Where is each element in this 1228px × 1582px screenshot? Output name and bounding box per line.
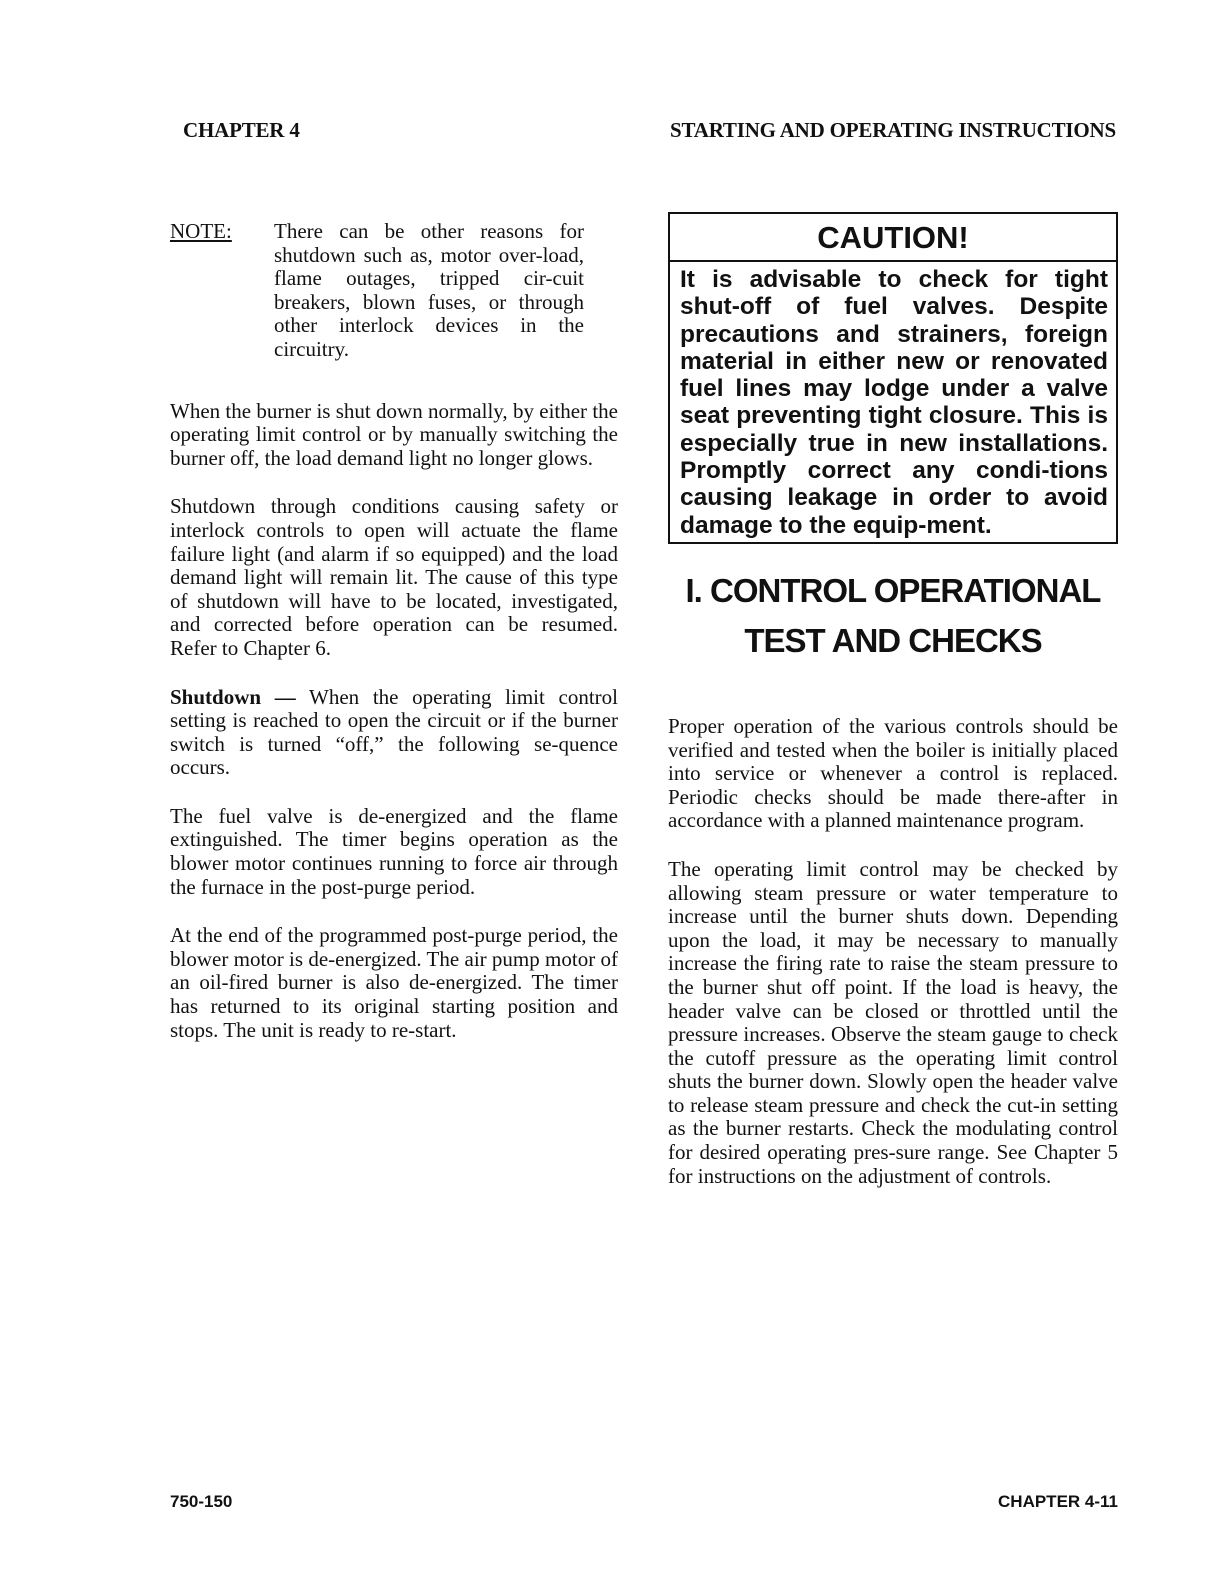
paragraph-restart: At the end of the programmed post-purge period, the blower motor is de-energized. The air pump motor of an oil-fired burner is also de-energized. The timer has returned to its original starting position and stops. The unit is ready to re-start. <box>170 923 618 1042</box>
paragraph-limit-control-check: The operating limit control may be checked by allowing steam pressure or water temperature to increase until the burner shuts down. Depending upon the load, it may be necessary to manually increase the firing rate to raise the steam pressure to the burner shut off point. If the load is heavy, the header valve can be closed or throttled until the pressure increases. Observe the steam gauge to check the cutoff pressure as the operating limit control shuts the burner down. Slowly open the header valve to release steam pressure and check the cut-in setting as the burner restarts. Check the modulating control for desired operating pres-sure range. See Chapter 5 for instructions on the adjustment of controls. <box>668 856 1118 1188</box>
footer-page-number: CHAPTER 4-11 <box>998 1492 1118 1511</box>
caution-text: It is advisable to check for tight shut-off of fuel valves. Despite precautions and strainers, foreign material in either new or renovated fuel lines may lodge under a valve seat preventing tight closure. This is especially true in new installations. Promptly correct any condi-tions causing leakage in order to avoid damage to the equip-ment. <box>680 266 1108 539</box>
paragraph-post-purge: The fuel valve is de-energized and the flame extinguished. The timer begins operation as the blower motor continues running to force air through the furnace in the post-purge period. <box>170 803 618 899</box>
shutdown-sequence-text: When the operating limit control setting is reached to open the circuit or if the burner switch is turned “off,” the following se-quence occurs. <box>170 684 618 780</box>
note-block <box>170 220 618 362</box>
paragraph-shutdown-sequence <box>170 686 618 780</box>
right-column <box>668 212 1118 1213</box>
section-title-line-2: TEST AND CHECKS <box>744 621 1042 659</box>
paragraph-normal-shutdown: When the burner is shut down normally, by either the operating limit control or by manually switching the burner off, the load demand light no longer glows. <box>170 398 618 470</box>
note-label: NOTE: <box>170 219 232 243</box>
section-title-line-1: I. CONTROL OPERATIONAL <box>685 571 1101 609</box>
paragraph-control-verification: Proper operation of the various controls should be verified and tested when the boiler is initially placed into service or whenever a control is replaced. Periodic checks should be made there-after in accordance with a planned maintenance program. <box>668 713 1118 833</box>
shutdown-run-in-heading: Shutdown — <box>170 684 296 709</box>
header-title: STARTING AND OPERATING INSTRUCTIONS <box>670 118 1116 142</box>
header-chapter: CHAPTER 4 <box>183 118 300 142</box>
caution-box <box>668 212 1118 544</box>
caution-title: CAUTION! <box>670 214 1116 262</box>
footer-doc-number: 750-150 <box>170 1492 233 1511</box>
section-title <box>668 566 1118 666</box>
paragraph-safety-shutdown: Shutdown through conditions causing safety or interlock controls to open will actuate the flame failure light (and alarm if so equipped) and the load demand light will remain lit. The cause of this type of shutdown will have to be located, investigated, and corrected before operation can be resumed. Refer to Chapter 6. <box>170 494 618 660</box>
left-column <box>170 220 618 1067</box>
note-text: There can be other reasons for shutdown such as, motor over-load, flame outages, tripped cir-cuit breakers, blown fuses, or through other interlock devices in the circuitry. <box>274 219 584 361</box>
